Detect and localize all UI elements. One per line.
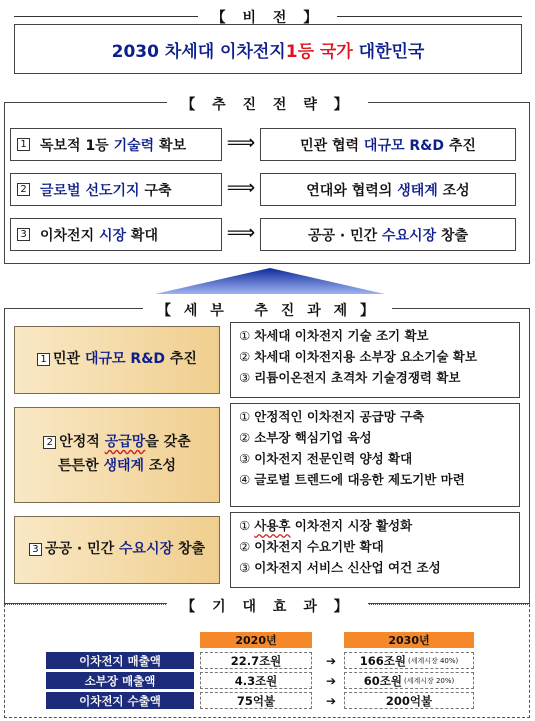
vision-text-pre: 2030 차세대 이차전지 [111, 41, 286, 62]
tasks-header: 【 세 부 추 진 과 제 】 [0, 300, 535, 320]
task-title-line [37, 348, 197, 372]
task-item [239, 325, 511, 346]
task-title-text: 조성 [144, 458, 176, 474]
task-number-badge: 2 [43, 436, 56, 449]
task-title-text: 안정적 [59, 434, 105, 451]
task-item-text: 차세대 이차전지용 소부장 요소기술 확보 [254, 349, 477, 364]
task-title-highlight: 대규모 R&D [84, 351, 166, 368]
task-item [239, 406, 511, 427]
task-item-text: 이차전지 수요기반 확대 [254, 539, 384, 554]
task-title-highlight: 수요시장 [119, 541, 174, 558]
task-item-text: 차세대 이차전지 기술 조기 확보 [254, 328, 429, 343]
effect-value-2030-main: 200억불 [385, 693, 433, 708]
task-title-text: 민관 [53, 351, 85, 368]
strategy-goal-text: 구축 [139, 182, 172, 199]
strategy-action-highlight: 대규모 R&D [363, 137, 444, 154]
strategy-action-text: 공공 · 민간 [307, 227, 382, 244]
right-arrow-icon: ➔ [325, 673, 337, 688]
effect-value-2030-note: (세계시장 20%) [403, 676, 455, 685]
strategy-goal-highlight: 시장 [98, 227, 127, 244]
effect-value-2030 [344, 692, 474, 709]
effect-row-label: 이차전지 매출액 [46, 652, 194, 669]
strategy-action [260, 218, 516, 251]
task-number-badge: 3 [29, 543, 42, 556]
task-item-marker: ③ [239, 370, 251, 385]
task-item-marker: ③ [239, 451, 251, 466]
double-arrow-icon: ⟹ [226, 175, 256, 199]
task-item-marker: ② [239, 349, 251, 364]
task-title-highlight: 공급망 [104, 434, 146, 451]
effects-header: 【 기 대 효 과 】 [0, 596, 535, 616]
strategy-action-text: 추진 [443, 137, 476, 154]
task-item-marker: ① [239, 409, 251, 424]
strategy-goal-highlight: 기술력 [113, 137, 155, 154]
task-item-list [230, 403, 520, 507]
strategy-header: 【 추 진 전 략 】 [0, 94, 535, 114]
vision-box [14, 24, 522, 74]
strategy-goal [10, 128, 222, 161]
double-arrow-icon: ⟹ [226, 220, 256, 244]
strategy-action [260, 173, 516, 206]
task-item [239, 427, 511, 448]
strategy-goal [10, 218, 222, 251]
task-title-text: 을 갖춘 [145, 434, 191, 451]
task-title-highlight: 생태계 [103, 458, 145, 474]
task-item [239, 536, 511, 557]
task-item-marker: ① [239, 518, 251, 533]
strategy-number-badge: 2 [17, 183, 30, 196]
task-title-text: 창출 [173, 541, 206, 558]
task-item-marker: ① [239, 328, 251, 343]
strategy-action-highlight: 생태계 [397, 182, 438, 199]
task-item-text: 이차전지 전문인력 양성 확대 [254, 451, 413, 466]
vision-header: 【 비 전 】 [0, 7, 535, 27]
task-title-text: 공공 · 민간 [44, 541, 119, 558]
vision-text-post: 대한민국 [352, 41, 425, 62]
effect-value-2030 [344, 652, 474, 669]
task-item-text: 사용후 이차전지 시장 활성화 [254, 518, 413, 533]
task-item [239, 557, 511, 578]
strategy-action-highlight: 수요시장 [382, 227, 437, 244]
task-item-list [230, 512, 520, 588]
task-item-text: 이차전지 서비스 신산업 여건 조성 [254, 560, 441, 575]
task-item-marker: ③ [239, 560, 251, 575]
task-item [239, 469, 511, 490]
task-group-title [14, 326, 220, 394]
task-item [239, 515, 511, 536]
task-title-text: 튼튼한 [58, 458, 104, 474]
effect-row-label: 이차전지 수출액 [46, 692, 194, 709]
task-title-line [58, 455, 176, 479]
task-item-text: 소부장 핵심기업 육성 [254, 430, 372, 445]
effect-value-2020: 4.3조원 [200, 672, 312, 689]
strategy-goal-text: 이차전지 [40, 227, 99, 244]
task-title-text: 추진 [165, 351, 197, 368]
strategy-action-text: 민관 협력 [300, 137, 364, 154]
task-item-text: 글로벌 트렌드에 대응한 제도기반 마련 [254, 472, 465, 487]
effect-value-2020: 75억불 [200, 692, 312, 709]
task-group-title [14, 516, 220, 584]
right-arrow-icon: ➔ [325, 653, 337, 668]
task-item-marker: ② [239, 539, 251, 554]
task-item-text: 안정적인 이차전지 공급망 구축 [254, 409, 425, 424]
task-item [239, 448, 511, 469]
strategy-action [260, 128, 516, 161]
strategy-goal-text: 독보적 1등 [40, 137, 114, 154]
effect-row-label: 소부장 매출액 [46, 672, 194, 689]
strategy-goal-highlight: 글로벌 선도기지 [40, 182, 140, 199]
task-item-text: 리튬이온전지 초격차 기술경쟁력 확보 [254, 370, 461, 385]
strategy-action-text: 연대와 협력의 [306, 182, 398, 199]
strategy-goal [10, 173, 222, 206]
strategy-goal-text: 확보 [154, 137, 187, 154]
task-group-title [14, 407, 220, 503]
strategy-goal-text: 확대 [126, 227, 158, 244]
effect-value-2020: 22.7조원 [200, 652, 312, 669]
year-2020-header: 2020년 [200, 632, 312, 648]
up-arrow-icon [150, 266, 390, 296]
effect-value-2030 [344, 672, 474, 689]
task-item [239, 346, 511, 367]
strategy-number-badge: 3 [17, 228, 30, 241]
task-item-marker: ④ [239, 472, 251, 487]
task-item-list [230, 322, 520, 398]
double-arrow-icon: ⟹ [226, 130, 256, 154]
task-number-badge: 1 [37, 353, 50, 366]
vision-text-red: 1등 국가 [285, 41, 353, 62]
right-arrow-icon: ➔ [325, 693, 337, 708]
effect-value-2030-note: (세계시장 40%) [407, 656, 459, 665]
task-title-line [29, 538, 205, 562]
strategy-number-badge: 1 [17, 138, 30, 151]
strategy-action-text: 조성 [437, 182, 470, 199]
effect-value-2030-main: 166조원 [359, 653, 406, 668]
effect-value-2030-main: 60조원 [363, 673, 402, 688]
task-title-line [43, 431, 190, 455]
task-item-marker: ② [239, 430, 251, 445]
year-2030-header: 2030년 [344, 632, 474, 648]
task-item [239, 367, 511, 388]
strategy-action-text: 창출 [436, 227, 469, 244]
